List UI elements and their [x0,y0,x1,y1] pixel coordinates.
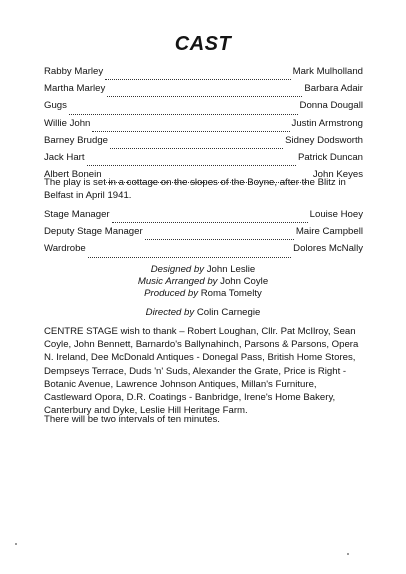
character-name: Gugs [44,100,67,112]
crew-name: Maire Campbell [295,226,363,238]
actor-name: Justin Armstrong [291,117,363,129]
dot-leader [88,256,291,258]
production-credits [0,264,406,301]
acknowledgements: CENTRE STAGE wish to thank – Robert Loughan, Cllr. Pat McIlroy, Sean Coyle, John Bennett, Barnardo's Ballynahinch, Parsons & Parsons, Opera N. Ireland, Dee McDonald Antiques - Donegal Pass, British Home Stores, Dempseys Terrace, Duds 'n' Suds, Alexander the Grate, Price is Right - Botanic Avenue, Lawrence Johnson Antiques, Millan's Furniture, Castleward Opora, D.R. Coatings - Banbridge, Irene's Home Bakery, Canterbury and Dyke, Leslie Hill Heritage Farm. [44,326,359,417]
actor-name: Mark Mulholland [292,66,363,77]
credit-name: Roma Tomelty [200,288,262,300]
cast-row [44,135,363,152]
produced-credit [0,288,406,300]
actor-name: Donna Dougall [299,100,363,112]
cast-row [44,118,363,135]
crew-role: Deputy Stage Manager [44,226,143,238]
cast-row [44,66,363,83]
dot-leader [87,164,296,166]
crew-row [44,226,363,243]
dot-leader [110,147,283,149]
credit-label: Produced by [144,288,199,300]
credit-name: John Leslie [206,264,256,275]
dot-leader [69,113,298,115]
cast-list [44,66,363,186]
cast-row [44,100,363,117]
actor-name: John Keyes [312,169,363,181]
character-name: Jack Hart [44,151,85,163]
cast-row [44,83,363,100]
cast-row [44,152,363,169]
character-name: Albert Bonein [44,169,102,181]
dot-leader [92,130,289,132]
dot-leader [112,221,308,223]
dot-leader [105,78,290,80]
designed-credit [0,264,406,276]
character-name: Barney Brudge [44,134,108,146]
scan-speck [347,553,349,555]
setting-note: The play is set in a cottage on the slopes of the Boyne, after the Blitz in Belfast in April 1941. [44,177,346,202]
dot-leader [107,95,302,97]
crew-name: Dolores McNally [293,243,363,255]
crew-row [44,209,363,226]
intervals-note: There will be two intervals of ten minutes. [44,414,220,425]
actor-name: Barbara Adair [304,83,363,95]
actor-name: Patrick Duncan [297,151,363,163]
directed-credit [0,307,406,318]
crew-list [44,209,363,261]
page-title: CAST [174,33,232,55]
credit-name: Colin Carnegie [196,307,261,318]
crew-role: Wardrobe [44,243,86,255]
character-name: Willie John [44,117,91,129]
actor-name: Sidney Dodsworth [285,134,363,146]
character-name: Rabby Marley [44,66,104,77]
crew-role: Stage Manager [44,209,110,220]
credit-label: Music Arranged by [137,276,218,288]
credit-name: John Coyle [220,276,269,288]
crew-row [44,243,363,260]
crew-name: Louise Hoey [309,209,363,220]
credit-label: Directed by [145,307,195,318]
dot-leader [145,238,294,240]
scan-speck [15,543,17,545]
credit-label: Designed by [150,264,205,275]
character-name: Martha Marley [44,83,106,95]
music-credit [0,276,406,288]
